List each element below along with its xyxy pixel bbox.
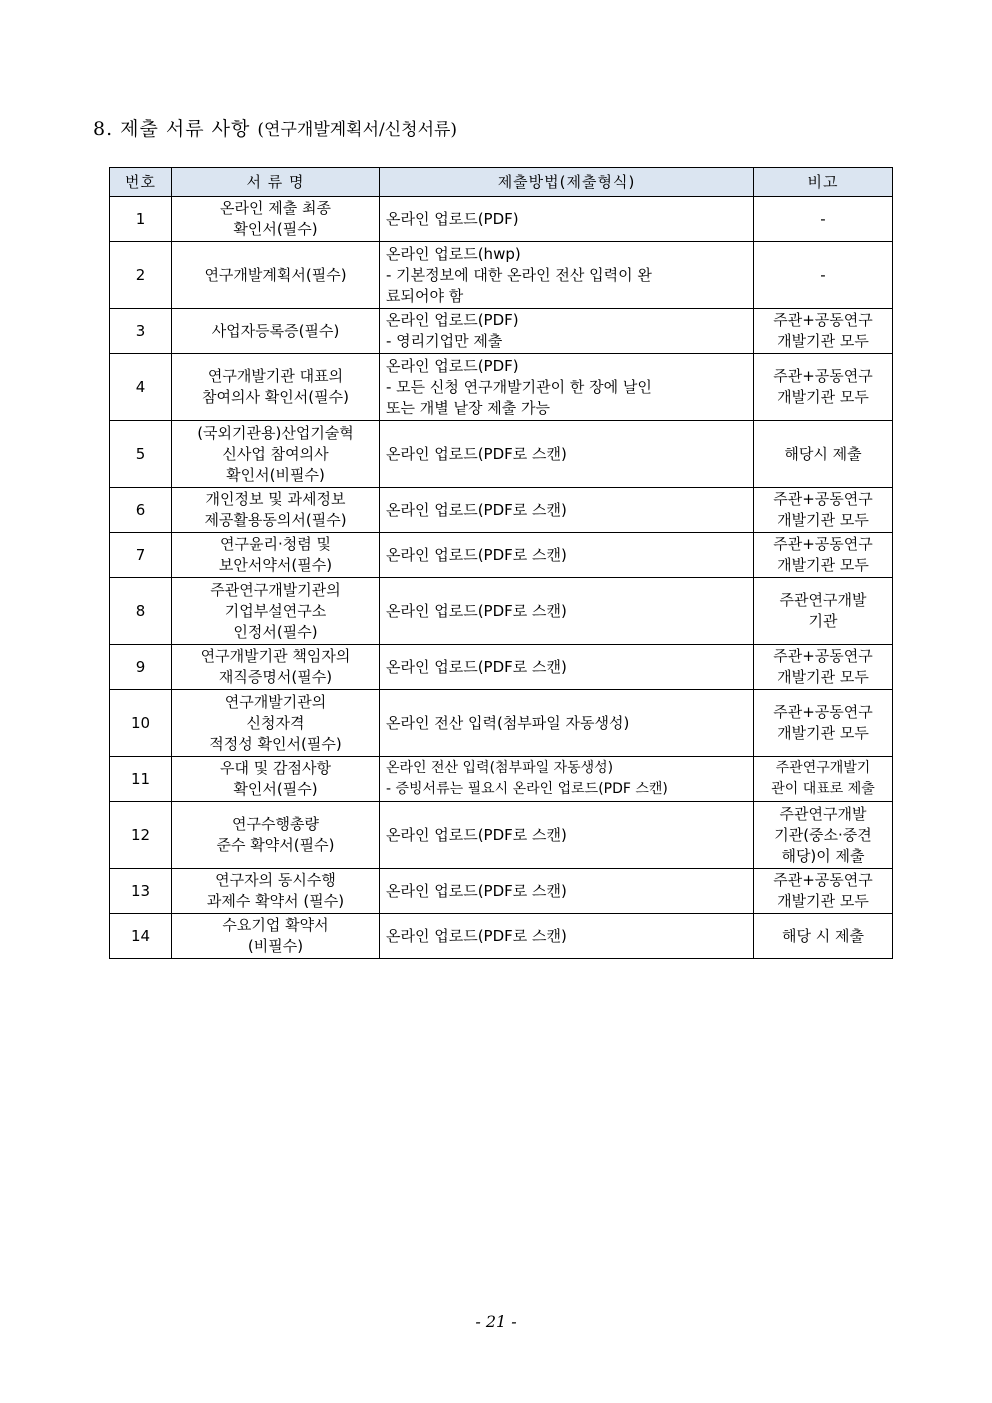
table-row — [110, 197, 893, 242]
row-document-name: 연구자의 동시수행 과제수 확약서 (필수) — [172, 869, 380, 914]
row-no: 1 — [110, 197, 172, 242]
row-no: 14 — [110, 914, 172, 959]
row-document-name: 사업자등록증(필수) — [172, 309, 380, 354]
table-row — [110, 242, 893, 309]
table-row — [110, 645, 893, 690]
header-name: 서 류 명 — [172, 168, 380, 197]
row-note: - — [754, 242, 893, 309]
row-document-name: 연구개발기관의 신청자격 적정성 확인서(필수) — [172, 690, 380, 757]
row-document-name: 우대 및 감점사항 확인서(필수) — [172, 757, 380, 802]
row-document-name: 연구윤리·청렴 및 보안서약서(필수) — [172, 533, 380, 578]
documents-table — [109, 167, 893, 959]
row-method: 온라인 업로드(PDF로 스캔) — [380, 645, 754, 690]
row-document-name: 연구수행총량 준수 확약서(필수) — [172, 802, 380, 869]
row-method: 온라인 업로드(PDF) - 영리기업만 제출 — [380, 309, 754, 354]
row-document-name: 주관연구개발기관의 기업부설연구소 인정서(필수) — [172, 578, 380, 645]
row-no: 2 — [110, 242, 172, 309]
table-row — [110, 309, 893, 354]
row-note: 해당시 제출 — [754, 421, 893, 488]
row-no: 11 — [110, 757, 172, 802]
page-number: - 21 - — [475, 1312, 517, 1331]
row-no: 10 — [110, 690, 172, 757]
table-row — [110, 354, 893, 421]
table-row — [110, 578, 893, 645]
table-row — [110, 421, 893, 488]
row-note: 주관연구개발기 관이 대표로 제출 — [754, 757, 893, 802]
row-note: 주관+공동연구 개발기관 모두 — [754, 488, 893, 533]
row-method: 온라인 업로드(PDF) — [380, 197, 754, 242]
row-no: 13 — [110, 869, 172, 914]
row-no: 9 — [110, 645, 172, 690]
row-method: 온라인 업로드(PDF로 스캔) — [380, 533, 754, 578]
row-note: 주관연구개발 기관 — [754, 578, 893, 645]
table-row — [110, 488, 893, 533]
row-document-name: 연구개발기관 대표의 참여의사 확인서(필수) — [172, 354, 380, 421]
row-method: 온라인 전산 입력(첨부파일 자동생성) - 증빙서류는 필요시 온라인 업로드(PDF 스캔) — [380, 757, 754, 802]
header-note: 비고 — [754, 168, 893, 197]
section-title: 8. 제출 서류 사항 — [93, 118, 251, 140]
row-document-name: 개인정보 및 과세정보 제공활용동의서(필수) — [172, 488, 380, 533]
row-note: 주관+공동연구 개발기관 모두 — [754, 309, 893, 354]
row-no: 4 — [110, 354, 172, 421]
row-note: 해당 시 제출 — [754, 914, 893, 959]
table-row — [110, 869, 893, 914]
row-document-name: 온라인 제출 최종 확인서(필수) — [172, 197, 380, 242]
row-note: 주관+공동연구 개발기관 모두 — [754, 533, 893, 578]
section-heading — [93, 114, 457, 141]
row-method: 온라인 전산 입력(첨부파일 자동생성) — [380, 690, 754, 757]
row-method: 온라인 업로드(PDF로 스캔) — [380, 869, 754, 914]
section-subtitle: (연구개발계획서/신청서류) — [257, 120, 458, 140]
row-document-name: (국외기관용)산업기술혁 신사업 참여의사 확인서(비필수) — [172, 421, 380, 488]
row-no: 8 — [110, 578, 172, 645]
table-row — [110, 690, 893, 757]
row-no: 7 — [110, 533, 172, 578]
row-method: 온라인 업로드(hwp) - 기본정보에 대한 온라인 전산 입력이 완 료되어야 함 — [380, 242, 754, 309]
table-row — [110, 802, 893, 869]
table-row — [110, 914, 893, 959]
row-note: 주관+공동연구 개발기관 모두 — [754, 869, 893, 914]
row-no: 6 — [110, 488, 172, 533]
row-note: - — [754, 197, 893, 242]
header-method: 제출방법(제출형식) — [380, 168, 754, 197]
row-note: 주관+공동연구 개발기관 모두 — [754, 645, 893, 690]
row-method: 온라인 업로드(PDF로 스캔) — [380, 421, 754, 488]
row-no: 3 — [110, 309, 172, 354]
row-document-name: 연구개발기관 책임자의 재직증명서(필수) — [172, 645, 380, 690]
row-no: 12 — [110, 802, 172, 869]
row-method: 온라인 업로드(PDF) - 모든 신청 연구개발기관이 한 장에 날인 또는 개별 낱장 제출 가능 — [380, 354, 754, 421]
row-method: 온라인 업로드(PDF로 스캔) — [380, 802, 754, 869]
table-row — [110, 533, 893, 578]
row-method: 온라인 업로드(PDF로 스캔) — [380, 488, 754, 533]
table-row — [110, 757, 893, 802]
row-method: 온라인 업로드(PDF로 스캔) — [380, 578, 754, 645]
row-note: 주관연구개발 기관(중소·중견 해당)이 제출 — [754, 802, 893, 869]
row-document-name: 수요기업 확약서 (비필수) — [172, 914, 380, 959]
row-document-name: 연구개발계획서(필수) — [172, 242, 380, 309]
row-no: 5 — [110, 421, 172, 488]
table-header-row — [110, 168, 893, 197]
row-method: 온라인 업로드(PDF로 스캔) — [380, 914, 754, 959]
row-note: 주관+공동연구 개발기관 모두 — [754, 690, 893, 757]
row-note: 주관+공동연구 개발기관 모두 — [754, 354, 893, 421]
header-no: 번호 — [110, 168, 172, 197]
